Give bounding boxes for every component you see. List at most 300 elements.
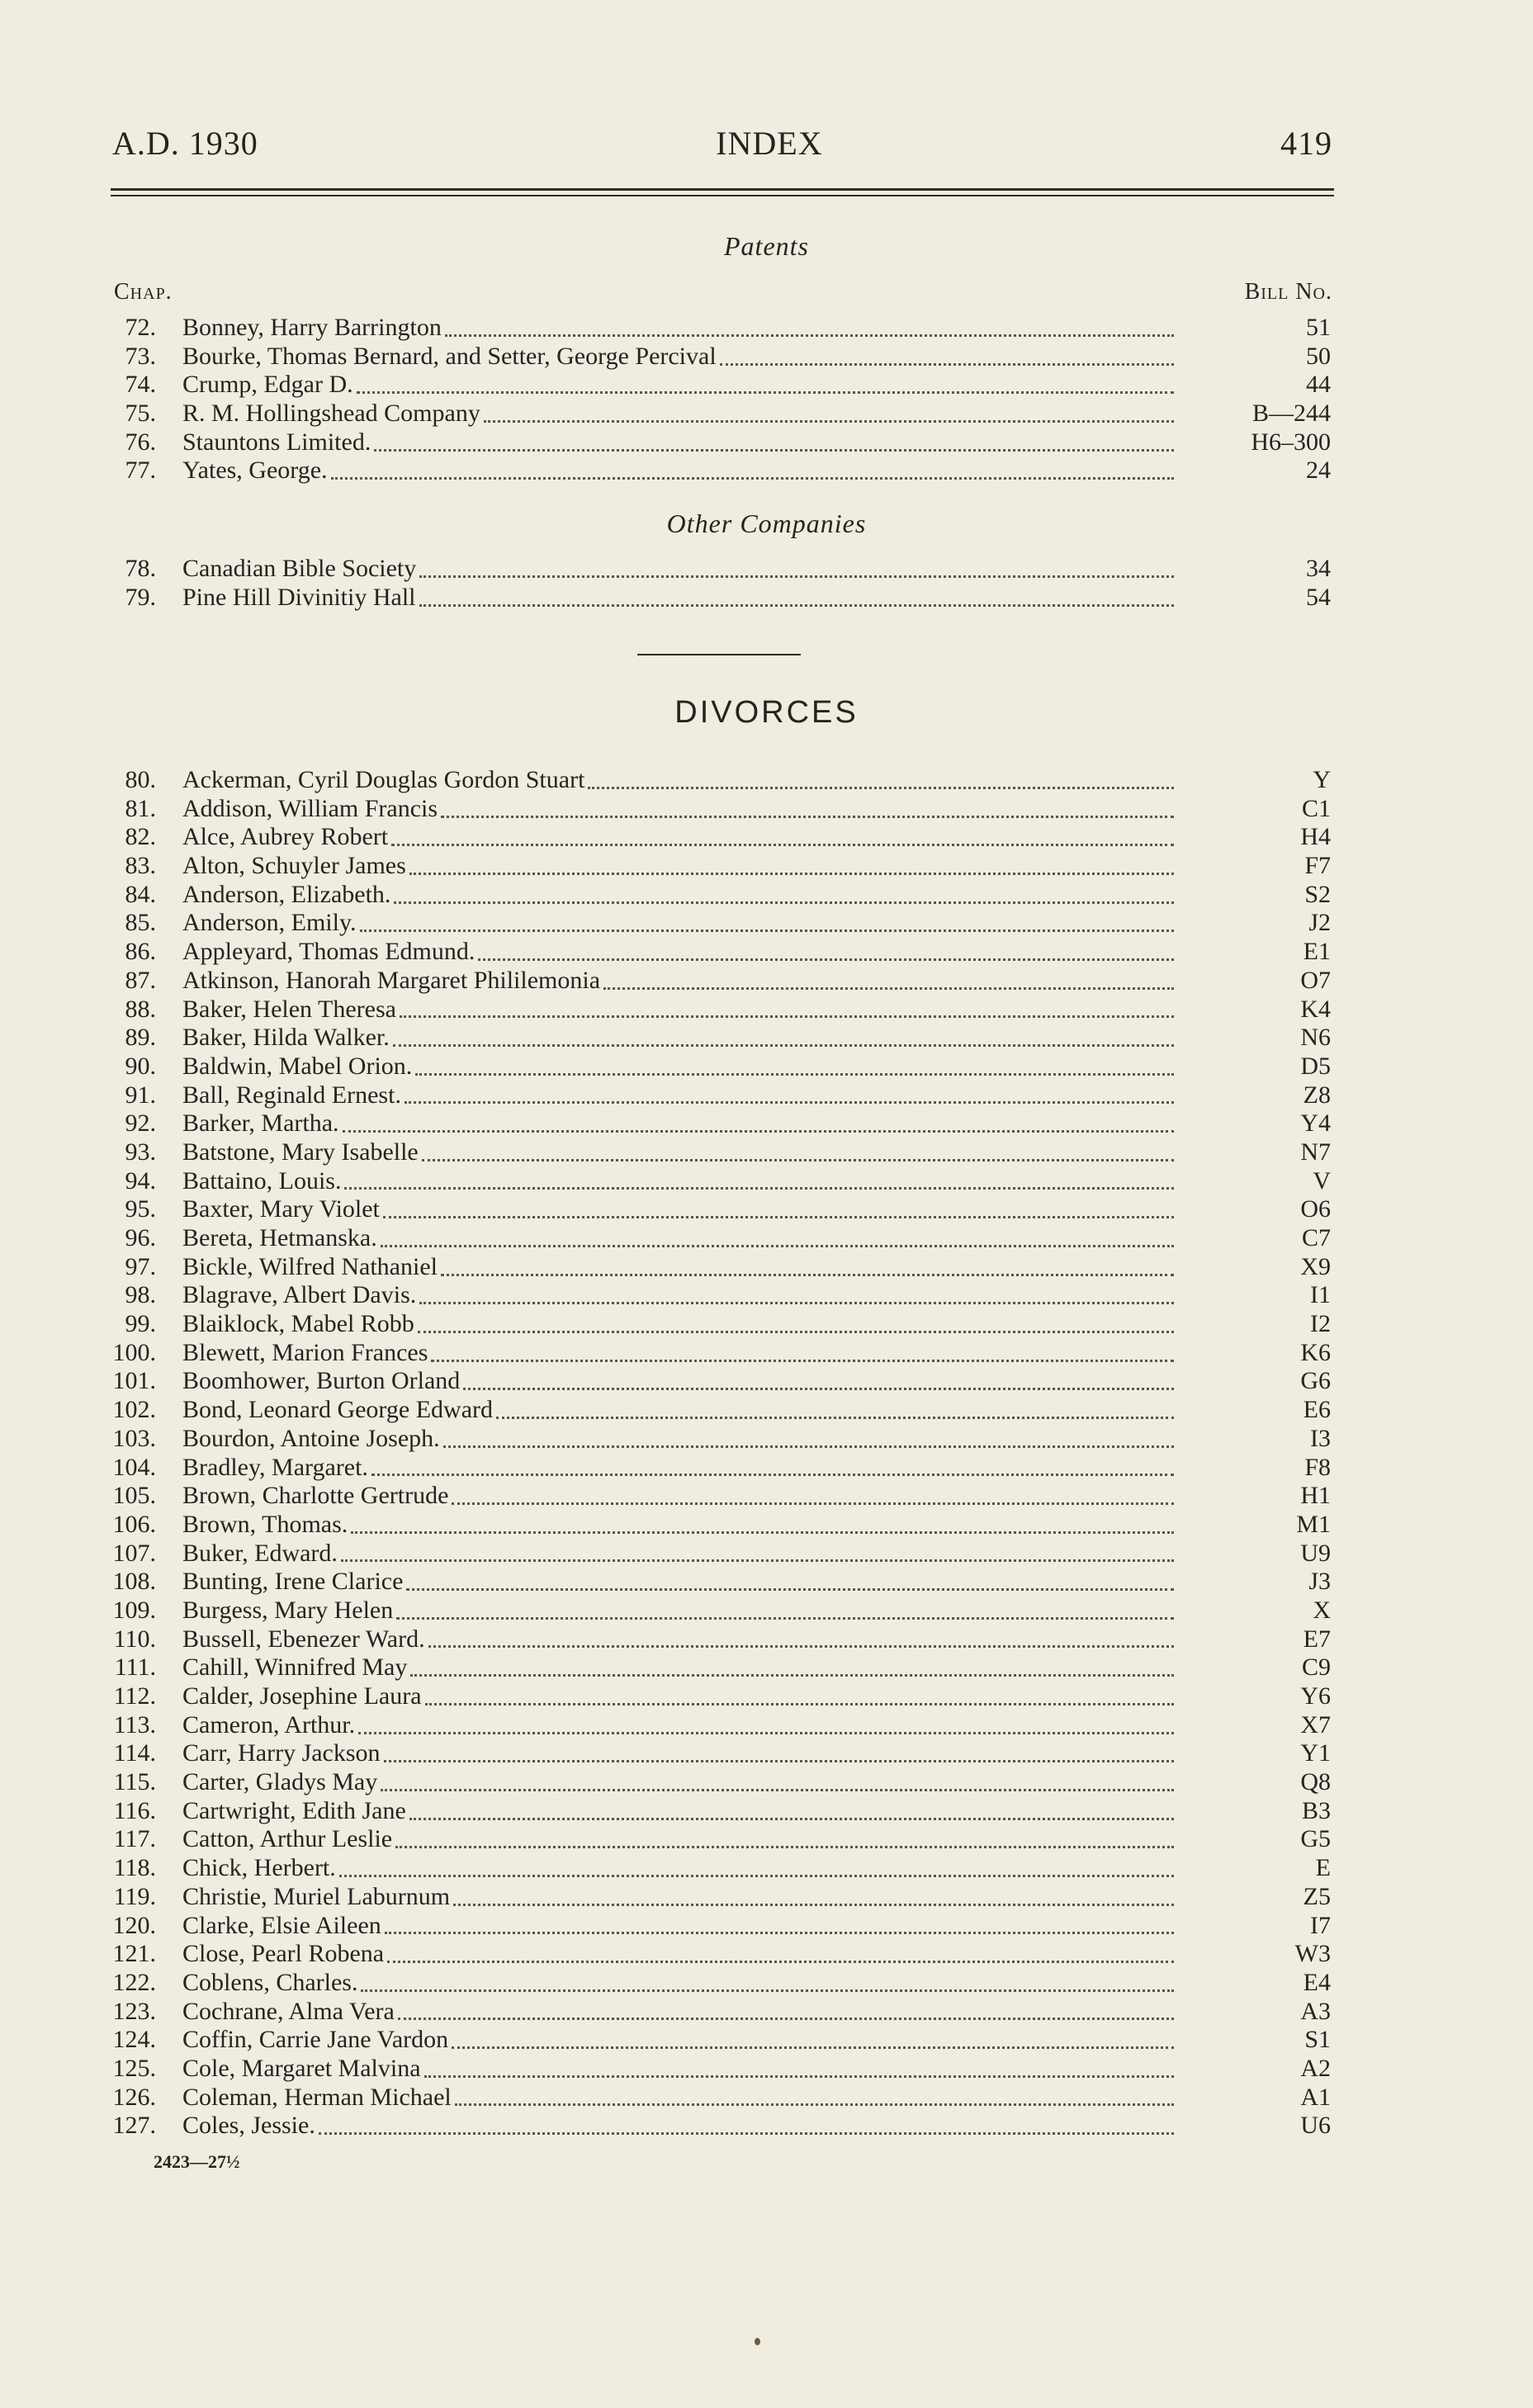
- entry-bill-number: 50: [1306, 342, 1331, 370]
- entry-bill-number: Y4: [1300, 1109, 1331, 1138]
- entry-bill-number: S1: [1304, 2026, 1331, 2054]
- entry-name: Blaiklock, Mabel Robb: [182, 1310, 414, 1338]
- index-entry: [0, 1969, 1533, 1998]
- entry-bill-number: O6: [1300, 1195, 1331, 1223]
- entry-name-with-leader: [156, 1540, 1182, 1568]
- dot-leader: [455, 2097, 1174, 2106]
- entry-bill-number: S2: [1304, 880, 1331, 908]
- dot-leader: [391, 837, 1174, 846]
- dot-leader: [393, 1038, 1174, 1047]
- other-companies-list: [0, 555, 1533, 612]
- entry-name-with-leader: [156, 1482, 1182, 1511]
- entry-name-with-leader: [156, 996, 1182, 1024]
- entry-bill-number: E4: [1303, 1968, 1331, 1996]
- entry-name-with-leader: [156, 1825, 1182, 1854]
- dot-leader: [452, 1496, 1174, 1505]
- dot-leader: [441, 809, 1174, 818]
- entry-name-with-leader: [156, 1797, 1182, 1826]
- entry-name: Bereta, Hetmanska.: [182, 1224, 377, 1251]
- entry-name-with-leader: [156, 1739, 1182, 1768]
- dot-leader: [484, 414, 1174, 423]
- dot-leader: [425, 1696, 1174, 1705]
- entry-name: Alce, Aubrey Robert: [182, 823, 389, 851]
- entry-name: Clarke, Elsie Aileen: [182, 1911, 381, 1939]
- entry-name-with-leader: [156, 371, 1182, 400]
- entry-chapter-number: 81.: [125, 794, 156, 822]
- index-entry: [0, 584, 1533, 613]
- entry-name: Appleyard, Thomas Edmund.: [182, 938, 476, 966]
- dot-leader: [409, 866, 1174, 875]
- index-entry: [0, 1253, 1533, 1282]
- entry-chapter-number: 116.: [113, 1796, 156, 1824]
- dot-leader: [443, 1439, 1174, 1448]
- entry-name-with-leader: [156, 1940, 1182, 1969]
- entry-bill-number: Y: [1313, 766, 1331, 793]
- entry-name: Alton, Schuyler James: [182, 852, 406, 880]
- entry-bill-number: A1: [1300, 2083, 1331, 2111]
- dot-leader: [419, 569, 1174, 578]
- entry-bill-number: H4: [1300, 823, 1331, 851]
- entry-name-with-leader: [156, 1053, 1182, 1081]
- entry-chapter-number: 87.: [125, 966, 156, 994]
- entry-name-with-leader: [156, 428, 1182, 457]
- index-entry: [0, 1081, 1533, 1110]
- entry-name-with-leader: [156, 1396, 1182, 1425]
- entry-name-with-leader: [156, 823, 1182, 852]
- header-page-number: 419: [1280, 125, 1332, 162]
- entry-name-with-leader: [156, 1195, 1182, 1224]
- entry-name-with-leader: [156, 314, 1182, 343]
- index-entry: [0, 1597, 1533, 1625]
- dot-leader: [588, 780, 1174, 789]
- entry-name: Brown, Thomas.: [182, 1510, 348, 1538]
- entry-chapter-number: 91.: [125, 1081, 156, 1109]
- index-entry: [0, 1825, 1533, 1854]
- header-title: INDEX: [716, 125, 823, 162]
- entry-chapter-number: 93.: [125, 1138, 156, 1166]
- entry-chapter-number: 98.: [125, 1281, 156, 1309]
- entry-name-with-leader: [156, 1310, 1182, 1339]
- entry-name: Bickle, Wilfred Nathaniel: [182, 1252, 438, 1280]
- entry-bill-number: H1: [1300, 1482, 1331, 1510]
- index-entry: [0, 1854, 1533, 1883]
- section-heading-patents: Patents: [724, 231, 809, 261]
- entry-name-with-leader: [156, 1281, 1182, 1310]
- entry-name-with-leader: [156, 555, 1182, 584]
- entry-bill-number: J2: [1308, 909, 1331, 937]
- entry-name-with-leader: [156, 1109, 1182, 1138]
- entry-name-with-leader: [156, 1682, 1182, 1711]
- entry-chapter-number: 123.: [112, 1997, 156, 2025]
- entry-name: Catton, Arthur Leslie: [182, 1825, 393, 1853]
- entry-chapter-number: 120.: [112, 1911, 156, 1939]
- entry-chapter-number: 86.: [125, 938, 156, 966]
- dot-leader: [331, 471, 1174, 480]
- entry-bill-number: X9: [1300, 1252, 1331, 1280]
- entry-name: Close, Pearl Robena: [182, 1940, 385, 1968]
- index-entry: [0, 1109, 1533, 1138]
- index-entry: [0, 1224, 1533, 1253]
- index-entry: [0, 1540, 1533, 1568]
- entry-name: Bourke, Thomas Bernard, and Setter, George Percival: [182, 342, 717, 370]
- entry-bill-number: K6: [1300, 1338, 1331, 1366]
- entry-name: Crump, Edgar D.: [182, 371, 353, 399]
- dot-leader: [358, 1725, 1174, 1734]
- entry-bill-number: O7: [1300, 966, 1331, 994]
- entry-chapter-number: 102.: [112, 1396, 156, 1424]
- entry-name: Blewett, Marion Frances: [182, 1338, 428, 1366]
- entry-bill-number: U6: [1300, 2112, 1331, 2140]
- entry-name-with-leader: [156, 795, 1182, 824]
- entry-chapter-number: 85.: [125, 909, 156, 937]
- entry-name: Yates, George.: [182, 457, 328, 485]
- entry-bill-number: B—244: [1251, 400, 1331, 428]
- entry-chapter-number: 78.: [125, 555, 156, 582]
- index-entry: [0, 1310, 1533, 1339]
- entry-name: Baxter, Mary Violet: [182, 1195, 380, 1223]
- dot-leader: [343, 1124, 1174, 1133]
- dot-leader: [387, 1954, 1174, 1963]
- entry-chapter-number: 111.: [114, 1653, 156, 1682]
- column-headers: [114, 279, 1332, 305]
- entry-name: Atkinson, Hanorah Margaret Phililemonia: [182, 966, 601, 994]
- entry-name-with-leader: [156, 1568, 1182, 1597]
- header-year: A.D. 1930: [112, 125, 258, 162]
- entry-name: Cochrane, Alma Vera: [182, 1997, 395, 2025]
- entry-name: Bond, Leonard George Edward: [182, 1396, 493, 1424]
- index-entry: [0, 457, 1533, 485]
- dot-leader: [360, 923, 1174, 932]
- dot-leader: [422, 1152, 1174, 1161]
- section-divider: [637, 654, 801, 655]
- entry-name: Bradley, Margaret.: [182, 1453, 368, 1481]
- running-header: [112, 124, 1332, 170]
- entry-chapter-number: 89.: [125, 1024, 156, 1052]
- dot-leader: [410, 1668, 1174, 1677]
- index-entry: [0, 795, 1533, 824]
- entry-chapter-number: 94.: [125, 1166, 156, 1195]
- index-entry: [0, 1568, 1533, 1597]
- entry-name: Brown, Charlotte Gertrude: [182, 1482, 449, 1510]
- index-entry: [0, 1711, 1533, 1740]
- entry-name-with-leader: [156, 2055, 1182, 2084]
- entry-chapter-number: 100.: [112, 1338, 156, 1366]
- index-entry: [0, 967, 1533, 996]
- entry-chapter-number: 76.: [125, 428, 156, 456]
- section-heading-other-companies: Other Companies: [666, 509, 867, 538]
- index-entry: [0, 1167, 1533, 1196]
- entry-chapter-number: 112.: [113, 1682, 156, 1710]
- entry-chapter-number: 82.: [125, 823, 156, 851]
- entry-bill-number: Y6: [1300, 1682, 1331, 1710]
- entry-bill-number: N7: [1300, 1138, 1331, 1166]
- entry-chapter-number: 108.: [112, 1568, 156, 1596]
- entry-chapter-number: 83.: [125, 852, 156, 880]
- entry-chapter-number: 96.: [125, 1224, 156, 1251]
- entry-name: Anderson, Emily.: [182, 909, 357, 937]
- entry-name: Boomhower, Burton Orland: [182, 1367, 461, 1395]
- dot-leader: [400, 1009, 1174, 1018]
- index-entry: [0, 555, 1533, 584]
- dot-leader: [381, 1782, 1174, 1791]
- entry-chapter-number: 126.: [112, 2083, 156, 2111]
- dot-leader: [441, 1267, 1174, 1276]
- entry-name: Cartwright, Edith Jane: [182, 1796, 406, 1824]
- index-entry: [0, 1454, 1533, 1483]
- entry-name-with-leader: [156, 938, 1182, 967]
- entry-name: Bussell, Ebenezer Ward.: [182, 1625, 425, 1653]
- entry-name: Canadian Bible Society: [182, 555, 417, 582]
- entry-name: Calder, Josephine Laura: [182, 1682, 422, 1710]
- entry-bill-number: A3: [1300, 1997, 1331, 2025]
- entry-name: Coblens, Charles.: [182, 1968, 358, 1996]
- entry-name-with-leader: [156, 1081, 1182, 1110]
- dot-leader: [383, 1209, 1174, 1218]
- entry-chapter-number: 114.: [113, 1739, 156, 1767]
- entry-name-with-leader: [156, 1998, 1182, 2027]
- entry-chapter-number: 97.: [125, 1252, 156, 1280]
- entry-name: R. M. Hollingshead Company: [182, 400, 480, 428]
- entry-bill-number: K4: [1300, 995, 1331, 1023]
- dot-leader: [445, 328, 1174, 337]
- index-entry: [0, 371, 1533, 400]
- dot-leader: [357, 385, 1174, 394]
- entry-name: Barker, Martha.: [182, 1109, 339, 1138]
- entry-name-with-leader: [156, 1511, 1182, 1540]
- entry-name: Cole, Margaret Malvina: [182, 2054, 421, 2082]
- entry-name-with-leader: [156, 1367, 1182, 1396]
- entry-name-with-leader: [156, 1883, 1182, 1912]
- entry-bill-number: C7: [1301, 1224, 1331, 1251]
- index-entry: [0, 1425, 1533, 1454]
- entry-bill-number: C1: [1301, 794, 1331, 822]
- dot-leader: [415, 1067, 1174, 1076]
- dot-leader: [428, 1639, 1174, 1648]
- index-entry: [0, 766, 1533, 795]
- entry-chapter-number: 90.: [125, 1052, 156, 1080]
- index-entry: [0, 1682, 1533, 1711]
- printer-footnote: 2423—27½: [154, 2151, 240, 2172]
- entry-chapter-number: 118.: [113, 1854, 156, 1882]
- index-entry: [0, 1625, 1533, 1654]
- entry-name-with-leader: [156, 2084, 1182, 2112]
- index-entry: [0, 2026, 1533, 2055]
- entry-bill-number: X: [1313, 1596, 1331, 1624]
- index-entry: [0, 343, 1533, 371]
- entry-name-with-leader: [156, 1912, 1182, 1941]
- entry-name: Stauntons Limited.: [182, 428, 371, 456]
- entry-chapter-number: 119.: [113, 1882, 156, 1910]
- index-entry: [0, 1912, 1533, 1941]
- entry-chapter-number: 115.: [113, 1768, 156, 1796]
- entry-chapter-number: 88.: [125, 995, 156, 1023]
- entry-chapter-number: 127.: [112, 2112, 156, 2140]
- dot-leader: [463, 1381, 1174, 1390]
- entry-name: Bourdon, Antoine Joseph.: [182, 1424, 440, 1452]
- entry-name-with-leader: [156, 1339, 1182, 1368]
- entry-bill-number: W3: [1294, 1940, 1331, 1968]
- entry-name: Chick, Herbert.: [182, 1854, 336, 1882]
- dot-leader: [398, 2011, 1174, 2020]
- entry-name: Ball, Reginald Ernest.: [182, 1081, 401, 1109]
- entry-bill-number: C9: [1301, 1653, 1331, 1682]
- entry-bill-number: Z5: [1303, 1882, 1331, 1910]
- dot-leader: [319, 2126, 1174, 2135]
- dot-leader: [419, 598, 1175, 607]
- entry-name-with-leader: [156, 2112, 1182, 2141]
- entry-bill-number: X7: [1300, 1710, 1331, 1739]
- entry-name-with-leader: [156, 1224, 1182, 1253]
- index-entry: [0, 1768, 1533, 1797]
- dot-leader: [452, 2040, 1174, 2049]
- patents-list: [0, 314, 1533, 485]
- dot-leader: [406, 1582, 1174, 1591]
- entry-name-with-leader: [156, 1854, 1182, 1883]
- entry-chapter-number: 73.: [125, 342, 156, 370]
- dot-leader: [351, 1525, 1174, 1534]
- index-entry: [0, 1138, 1533, 1167]
- entry-name: Pine Hill Divinitiy Hall: [182, 583, 416, 611]
- section-heading-divorces: DIVORCES: [674, 695, 859, 730]
- entry-bill-number: N6: [1300, 1024, 1331, 1052]
- entry-bill-number: Z8: [1303, 1081, 1331, 1109]
- dot-leader: [405, 1095, 1174, 1104]
- dot-leader: [396, 1611, 1174, 1620]
- index-entry: [0, 1195, 1533, 1224]
- entry-bill-number: I7: [1310, 1911, 1331, 1939]
- entry-bill-number: F8: [1304, 1453, 1331, 1481]
- index-entry: [0, 314, 1533, 343]
- entry-bill-number: U9: [1300, 1539, 1331, 1567]
- index-entry: [0, 909, 1533, 938]
- entry-bill-number: E1: [1303, 938, 1331, 966]
- index-entry: [0, 1053, 1533, 1081]
- entry-name-with-leader: [156, 584, 1182, 613]
- index-entry: [0, 1653, 1533, 1682]
- entry-name: Ackerman, Cyril Douglas Gordon Stuart: [182, 766, 585, 793]
- dot-leader: [374, 442, 1174, 452]
- entry-chapter-number: 74.: [125, 371, 156, 399]
- dot-leader: [478, 952, 1174, 961]
- entry-bill-number: J3: [1308, 1568, 1331, 1596]
- entry-bill-number: M1: [1296, 1510, 1331, 1538]
- entry-bill-number: E6: [1303, 1396, 1331, 1424]
- index-entry: [0, 1482, 1533, 1511]
- entry-chapter-number: 103.: [112, 1424, 156, 1452]
- entry-bill-number: F7: [1304, 852, 1331, 880]
- index-entry: [0, 2112, 1533, 2141]
- entry-name-with-leader: [156, 1454, 1182, 1483]
- entry-bill-number: I1: [1310, 1281, 1331, 1309]
- entry-chapter-number: 92.: [125, 1109, 156, 1138]
- index-entry: [0, 2084, 1533, 2112]
- dot-leader: [381, 1238, 1174, 1247]
- index-entry: [0, 881, 1533, 910]
- entry-bill-number: Q8: [1300, 1768, 1331, 1796]
- entry-chapter-number: 99.: [125, 1310, 156, 1338]
- entry-name: Bunting, Irene Clarice: [182, 1568, 404, 1596]
- entry-bill-number: E: [1315, 1854, 1331, 1882]
- entry-name: Baker, Hilda Walker.: [182, 1024, 390, 1052]
- index-entry: [0, 1797, 1533, 1826]
- entry-chapter-number: 117.: [113, 1825, 156, 1853]
- entry-chapter-number: 84.: [125, 880, 156, 908]
- entry-name: Burgess, Mary Helen: [182, 1596, 394, 1624]
- entry-name: Battaino, Louis.: [182, 1166, 342, 1195]
- entry-bill-number: G5: [1300, 1825, 1331, 1853]
- dot-leader: [603, 981, 1174, 990]
- entry-bill-number: 54: [1306, 583, 1331, 611]
- entry-bill-number: 44: [1306, 371, 1331, 399]
- entry-name-with-leader: [156, 1625, 1182, 1654]
- dot-leader: [496, 1410, 1174, 1419]
- entry-name-with-leader: [156, 457, 1182, 485]
- index-entry: [0, 1281, 1533, 1310]
- dot-leader: [720, 357, 1174, 366]
- entry-name-with-leader: [156, 766, 1182, 795]
- entry-bill-number: E7: [1303, 1625, 1331, 1653]
- entry-chapter-number: 101.: [112, 1367, 156, 1395]
- entry-name: Baker, Helen Theresa: [182, 995, 396, 1023]
- entry-name-with-leader: [156, 1969, 1182, 1998]
- entry-chapter-number: 105.: [112, 1482, 156, 1510]
- entry-name: Cameron, Arthur.: [182, 1710, 356, 1739]
- entry-name-with-leader: [156, 852, 1182, 881]
- entry-name-with-leader: [156, 881, 1182, 910]
- entry-name: Buker, Edward.: [182, 1539, 338, 1567]
- entry-chapter-number: 122.: [112, 1968, 156, 1996]
- dot-leader: [339, 1868, 1174, 1877]
- index-entry: [0, 823, 1533, 852]
- dot-leader: [395, 1839, 1174, 1848]
- index-entry: [0, 1396, 1533, 1425]
- entry-chapter-number: 80.: [125, 766, 156, 793]
- dot-leader: [371, 1467, 1174, 1476]
- entry-chapter-number: 125.: [112, 2054, 156, 2082]
- index-entry: [0, 428, 1533, 457]
- entry-name: Carter, Gladys May: [182, 1768, 378, 1796]
- entry-chapter-number: 75.: [125, 400, 156, 428]
- column-header-chap: Chap.: [114, 279, 173, 305]
- entry-bill-number: I2: [1310, 1310, 1331, 1338]
- entry-name-with-leader: [156, 400, 1182, 428]
- entry-bill-number: D5: [1300, 1052, 1331, 1080]
- paper-speck: [755, 2338, 760, 2345]
- entry-bill-number: G6: [1300, 1367, 1331, 1395]
- entry-chapter-number: 95.: [125, 1195, 156, 1223]
- entry-bill-number: Y1: [1300, 1739, 1331, 1767]
- header-double-rule: [111, 188, 1334, 196]
- entry-bill-number: 51: [1306, 314, 1331, 341]
- entry-name: Batstone, Mary Isabelle: [182, 1138, 419, 1166]
- entry-name-with-leader: [156, 1711, 1182, 1740]
- dot-leader: [409, 1811, 1174, 1820]
- index-entry: [0, 1998, 1533, 2027]
- entry-bill-number: 34: [1306, 555, 1331, 582]
- dot-leader: [361, 1983, 1174, 1992]
- entry-name-with-leader: [156, 1653, 1182, 1682]
- entry-chapter-number: 77.: [125, 457, 156, 485]
- entry-bill-number: V: [1313, 1166, 1331, 1195]
- index-entry: [0, 2055, 1533, 2084]
- entry-name-with-leader: [156, 2026, 1182, 2055]
- entry-chapter-number: 104.: [112, 1453, 156, 1481]
- entry-name: Coleman, Herman Michael: [182, 2083, 452, 2111]
- entry-bill-number: I3: [1310, 1424, 1331, 1452]
- entry-chapter-number: 72.: [125, 314, 156, 341]
- dot-leader: [418, 1324, 1174, 1333]
- entry-name: Blagrave, Albert Davis.: [182, 1281, 417, 1309]
